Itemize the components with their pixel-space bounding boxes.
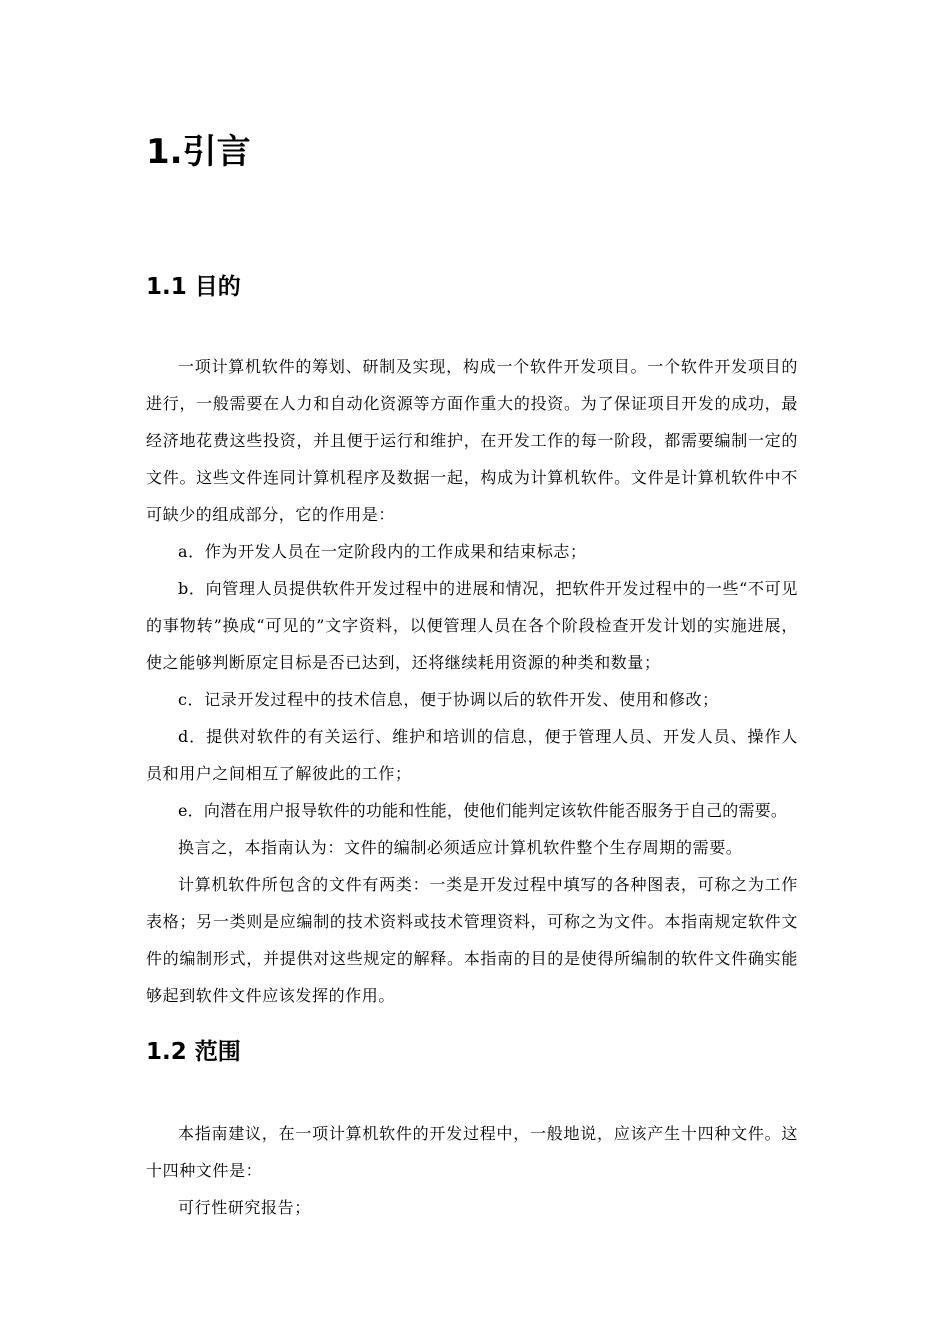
section-heading-purpose: 1.1 目的 [146,274,241,300]
list-item-a: a．作为开发人员在一定阶段内的工作成果和结束标志； [178,542,587,561]
paragraph: 换言之，本指南认为：文件的编制必须适应计算机软件整个生存周期的需要。 [178,838,743,857]
section-body-purpose [146,348,798,1014]
list-item-c: c．记录开发过程中的技术信息，便于协调以后的软件开发、使用和修改； [178,690,719,709]
document-title: 1.引言 [146,132,251,172]
paragraph: 计算机软件所包含的文件有两类：一类是开发过程中填写的各种图表，可称之为工作表格；另一类则是应编制的技术资料或技术管理资料，可称之为文件。本指南规定软件文件的编制形式，并提供对这些规定的解释。本指南的目的是使得所编制的软件文件确实能够起到软件文件应该发挥的作用。 [146,875,798,1005]
paragraph: 一项计算机软件的筹划、研制及实现，构成一个软件开发项目。一个软件开发项目的进行，一般需要在人力和自动化资源等方面作重大的投资。为了保证项目开发的成功，最经济地花费这些投资，并且便于运行和维护，在开发工作的每一阶段，都需要编制一定的文件。这些文件连同计算机程序及数据一起，构成为计算机软件。文件是计算机软件中不可缺少的组成部分，它的作用是： [146,357,798,524]
list-item-e: e．向潜在用户报导软件的功能和性能，使他们能判定该软件能否服务于自己的需要。 [178,801,788,820]
paragraph: 本指南建议，在一项计算机软件的开发过程中，一般地说，应该产生十四种文件。这十四种文件是： [146,1124,798,1180]
section-body-scope [146,1115,798,1226]
list-item-b: b．向管理人员提供软件开发过程中的进展和情况，把软件开发过程中的一些“不可见的事物转”换成“可见的”文字资料，以便管理人员在各个阶段检查开发计划的实施进展，使之能够判断原定目标是否已达到，还将继续耗用资源的种类和数量； [146,579,798,672]
list-item-d: d．提供对软件的有关运行、维护和培训的信息，便于管理人员、开发人员、操作人员和用户之间相互了解彼此的工作； [146,727,798,783]
list-item: 可行性研究报告； [178,1198,311,1217]
section-heading-scope: 1.2 范围 [146,1039,241,1065]
